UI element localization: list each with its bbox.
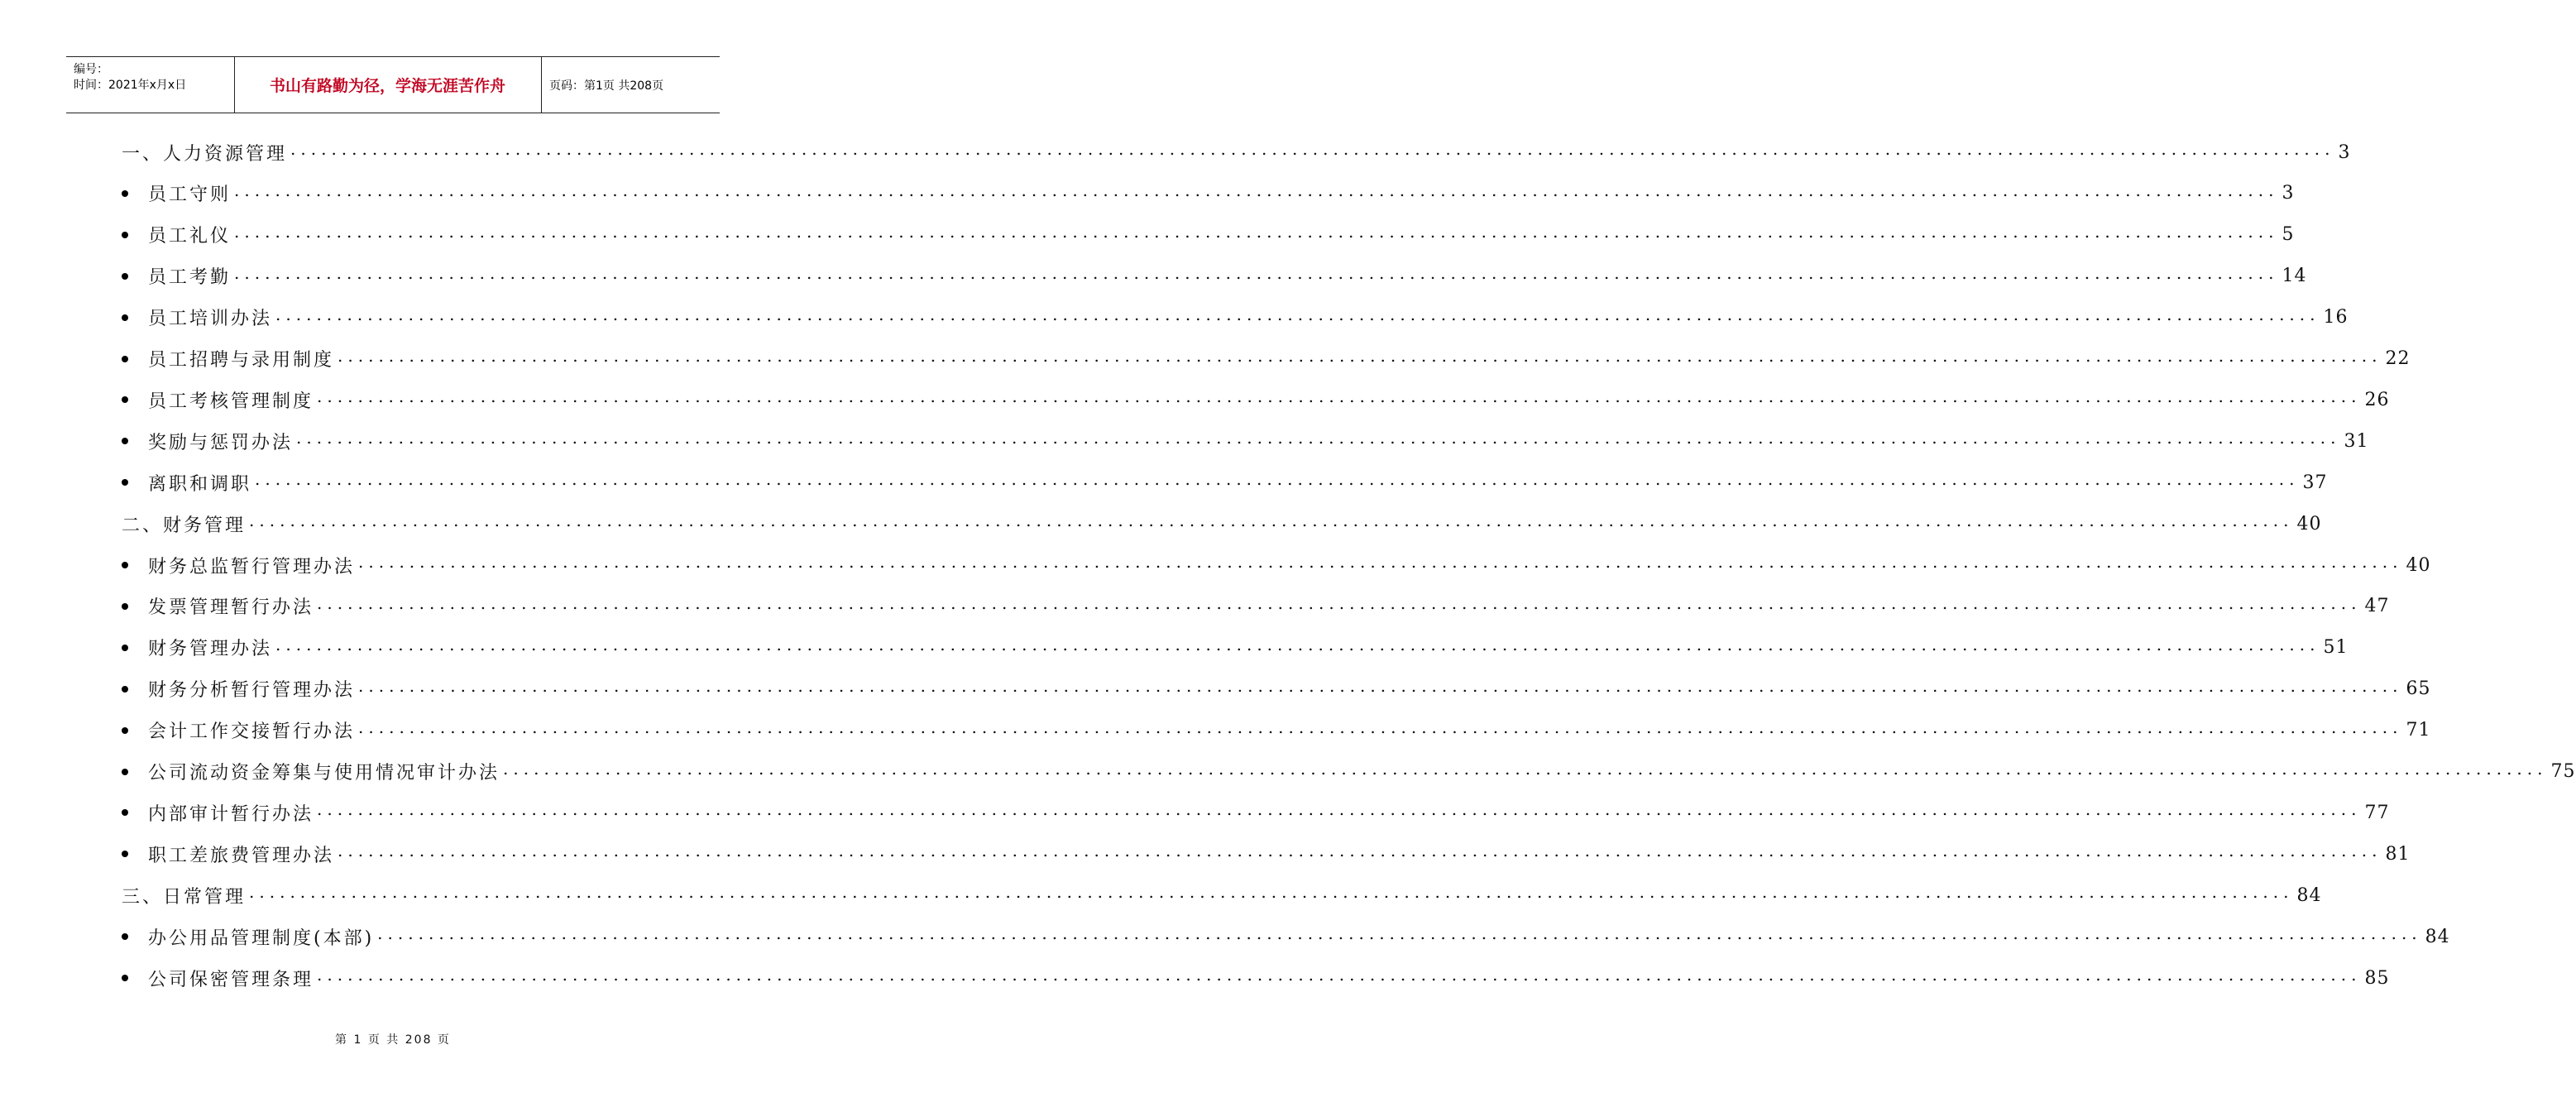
toc-entry-page: 40 — [2406, 554, 2431, 576]
toc-entry[interactable] — [122, 180, 2295, 206]
bullet-icon — [122, 975, 128, 981]
toc-entry-page: 37 — [2302, 472, 2328, 493]
toc-entry[interactable] — [122, 221, 2295, 247]
toc-entry[interactable] — [122, 634, 2349, 660]
toc-section-entry[interactable] — [122, 510, 2322, 536]
toc-entry-page: 85 — [2364, 967, 2390, 989]
toc-entry-title: 财务管理办法 — [148, 639, 273, 660]
toc-entry-page: 3 — [2338, 141, 2351, 163]
toc-entry[interactable] — [122, 758, 2576, 784]
toc-leader-dots: ........................................................................................................................................................................................................ — [234, 262, 2279, 283]
toc-leader-dots: ........................................................................................................................................................................................................ — [255, 469, 2300, 490]
toc-entry-title: 奖励与惩罚办法 — [148, 432, 294, 453]
toc-leader-dots: ........................................................................................................................................................................................................ — [377, 923, 2422, 944]
toc-leader-dots: ........................................................................................................................................................................................................ — [317, 386, 2362, 407]
toc-leader-dots: ........................................................................................................................................................................................................ — [317, 592, 2362, 613]
toc-entry-page: 84 — [2296, 884, 2322, 906]
toc-entry-page: 40 — [2296, 513, 2322, 534]
toc-leader-dots: ........................................................................................................................................................................................................ — [290, 139, 2335, 159]
bullet-icon — [122, 190, 128, 197]
toc-entry-title: 办公用品管理制度(本部) — [148, 927, 375, 949]
toc-leader-dots: ........................................................................................................................................................................................................ — [296, 428, 2341, 448]
toc-entry-page: 3 — [2282, 183, 2295, 204]
toc-entry-title: 内部审计暂行办法 — [148, 803, 314, 825]
toc-entry-page: 5 — [2282, 224, 2295, 246]
bullet-icon — [122, 273, 128, 280]
bullet-icon — [122, 769, 128, 775]
toc-leader-dots: ........................................................................................................................................................................................................ — [249, 882, 2294, 903]
toc-entry-title: 员工培训办法 — [148, 309, 273, 330]
toc-entry-title: 公司流动资金筹集与使用情况审计办法 — [148, 763, 500, 784]
header-meta — [66, 57, 235, 113]
toc-entry-page: 47 — [2364, 596, 2390, 617]
toc-entry-page: 14 — [2282, 266, 2307, 287]
toc-entry[interactable] — [122, 428, 2369, 453]
toc-leader-dots: ........................................................................................................................................................................................................ — [358, 717, 2403, 737]
bullet-icon — [122, 314, 128, 321]
toc-entry-title: 离职和调职 — [148, 473, 252, 495]
toc-entry[interactable] — [122, 965, 2390, 990]
bullet-icon — [122, 438, 128, 444]
toc-entry[interactable] — [122, 345, 2411, 371]
header-motto: 书山有路勤为径，学海无涯苦作舟 — [234, 57, 542, 113]
toc-leader-dots: ........................................................................................................................................................................................................ — [317, 965, 2362, 985]
bullet-icon — [122, 232, 128, 238]
page-footer: 第 1 页 共 208 页 — [335, 1033, 451, 1047]
toc-leader-dots: ........................................................................................................................................................................................................ — [338, 841, 2382, 861]
toc-entry-page: 75 — [2550, 761, 2576, 782]
toc-entry-page: 81 — [2385, 843, 2411, 865]
toc-entry[interactable] — [122, 717, 2431, 743]
toc-entry-page: 71 — [2406, 720, 2431, 741]
bullet-icon — [122, 396, 128, 403]
toc-leader-dots: ........................................................................................................................................................................................................ — [317, 799, 2362, 820]
bullet-icon — [122, 851, 128, 857]
toc-entry-page: 16 — [2323, 307, 2349, 328]
toc-entry-title: 会计工作交接暂行办法 — [148, 721, 356, 743]
toc-leader-dots: ........................................................................................................................................................................................................ — [358, 675, 2403, 696]
toc-leader-dots: ........................................................................................................................................................................................................ — [275, 304, 2320, 324]
bullet-icon — [122, 356, 128, 362]
document-number-label: 编号： — [74, 63, 108, 76]
toc-entry-page: 65 — [2406, 678, 2431, 700]
toc-entry[interactable] — [122, 552, 2431, 578]
toc-entry-title: 员工考核管理制度 — [148, 391, 314, 412]
toc-leader-dots: ........................................................................................................................................................................................................ — [249, 510, 2294, 531]
toc-entry-page: 31 — [2344, 430, 2369, 452]
toc-entry-page: 26 — [2364, 389, 2390, 410]
page-header — [66, 56, 720, 113]
toc-entry-title: 职工差旅费管理办法 — [148, 845, 335, 866]
toc-entry-title: 公司保密管理条理 — [148, 969, 314, 990]
bullet-icon — [122, 645, 128, 651]
toc-entry[interactable] — [122, 799, 2390, 825]
bullet-icon — [122, 809, 128, 816]
toc-entry-title: 员工考勤 — [148, 267, 232, 289]
toc-entry[interactable] — [122, 675, 2431, 702]
toc-entry-title: 员工礼仪 — [148, 226, 232, 247]
toc-entry[interactable] — [122, 262, 2307, 289]
bullet-icon — [122, 603, 128, 610]
toc-entry-page: 77 — [2364, 802, 2390, 823]
toc-entry-title: 二、财务管理 — [122, 515, 247, 536]
toc-entry[interactable] — [122, 592, 2390, 619]
toc-leader-dots: ........................................................................................................................................................................................................ — [358, 552, 2403, 572]
toc-entry-title: 一、人力资源管理 — [122, 143, 288, 165]
toc-entry-page: 22 — [2385, 348, 2411, 369]
toc-entry-title: 财务总监暂行管理办法 — [148, 556, 356, 578]
toc-entry-title: 员工守则 — [148, 185, 232, 206]
bullet-icon — [122, 933, 128, 940]
toc-entry-page: 51 — [2323, 637, 2349, 659]
toc-section-entry[interactable] — [122, 139, 2351, 165]
bullet-icon — [122, 479, 128, 486]
toc-leader-dots: ........................................................................................................................................................................................................ — [234, 180, 2279, 200]
bullet-icon — [122, 727, 128, 734]
toc-entry-title: 员工招聘与录用制度 — [148, 350, 335, 371]
bullet-icon — [122, 562, 128, 568]
document-date: 时间：2021年x月x日 — [74, 79, 187, 92]
bullet-icon — [122, 686, 128, 693]
toc-entry[interactable] — [122, 304, 2349, 330]
toc-leader-dots: ........................................................................................................................................................................................................ — [503, 758, 2548, 779]
toc-entry-title: 发票管理暂行办法 — [148, 597, 314, 619]
toc-entry-title: 三、日常管理 — [122, 886, 247, 908]
toc-section-entry[interactable] — [122, 882, 2322, 908]
toc-entry[interactable] — [122, 469, 2328, 495]
toc-entry[interactable] — [122, 923, 2450, 949]
toc-leader-dots: ........................................................................................................................................................................................................ — [338, 345, 2382, 366]
toc-leader-dots: ........................................................................................................................................................................................................ — [275, 634, 2320, 654]
toc-entry[interactable] — [122, 386, 2390, 412]
toc-entry-page: 84 — [2425, 926, 2450, 947]
header-page-info: 页码：第1页 共208页 — [549, 79, 664, 93]
toc-entry-title: 财务分析暂行管理办法 — [148, 680, 356, 702]
toc-entry[interactable] — [122, 841, 2411, 866]
toc-leader-dots: ........................................................................................................................................................................................................ — [234, 221, 2279, 242]
